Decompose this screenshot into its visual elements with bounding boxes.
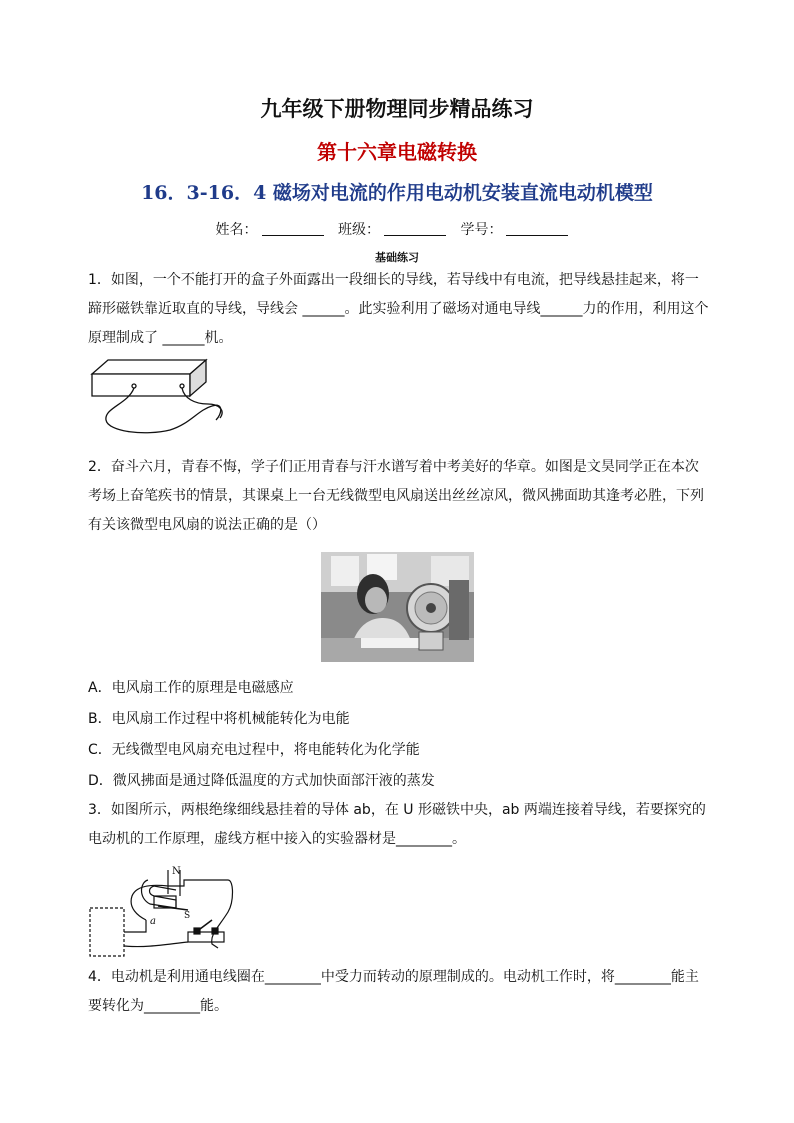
lesson-title: 16．3-16．4 磁场对电流的作用电动机安装直流电动机模型: [141, 182, 653, 204]
name-label: 姓名：: [215, 222, 258, 238]
class-label: 班级：: [338, 222, 380, 238]
exam-room-photo: [321, 552, 474, 662]
question-4: 4．电动机是利用通电线圈在________中受力而转动的原理制成的。电动机工作时，将________能主要转化为________能。: [88, 969, 699, 1014]
magnet-n-label: N: [172, 866, 181, 877]
student-info-line: [0, 219, 794, 239]
q2-option-c[interactable]: C．无线微型电风扇充电过程中，将电能转化为化学能: [88, 742, 420, 758]
class-blank[interactable]: [384, 221, 446, 236]
q2-option-b[interactable]: B．电风扇工作过程中将机械能转化为电能: [88, 711, 350, 727]
question-2: 2．奋斗六月，青春不悔，学子们正用青春与汗水谱写着中考美好的华章。如图是文昊同学正在本次考场上奋笔疾书的情景，其课桌上一台无线微型电风扇送出丝丝凉风，微风拂面助其逢考必胜，下列有关该微型电风扇的说法正确的是（）: [88, 459, 704, 533]
box-wire-figure: [86, 352, 232, 440]
q2-option-a[interactable]: A．电风扇工作的原理是电磁感应: [88, 680, 294, 696]
id-blank[interactable]: [506, 221, 568, 236]
magnet-s-label: S: [184, 911, 191, 921]
question-3: 3．如图所示，两根绝缘细线悬挂着的导体 ab，在 U 形磁铁中央，ab 两端连接着导线，若要探究的电动机的工作原理，虚线方框中接入的实验器材是________。: [88, 802, 706, 847]
worksheet-title: 九年级下册物理同步精品练习: [260, 96, 534, 121]
chapter-title: 第十六章电磁转换: [317, 140, 477, 164]
name-blank[interactable]: [262, 221, 324, 236]
q2-option-d[interactable]: D．微风拂面是通过降低温度的方式加快面部汗液的蒸发: [88, 773, 435, 789]
question-1: 1．如图，一个不能打开的盒子外面露出一段细长的导线，若导线中有电流，把导线悬挂起来，将一蹄形磁铁靠近取直的导线，导线会 ______。此实验利用了磁场对通电导线______力的作用，利用这个原理制成了 ______机。: [88, 272, 709, 346]
section-title: 基础练习: [375, 251, 419, 264]
id-label: 学号：: [460, 222, 503, 238]
conductor-a-label: a: [150, 916, 156, 927]
magnet-conductor-figure: [88, 862, 236, 960]
